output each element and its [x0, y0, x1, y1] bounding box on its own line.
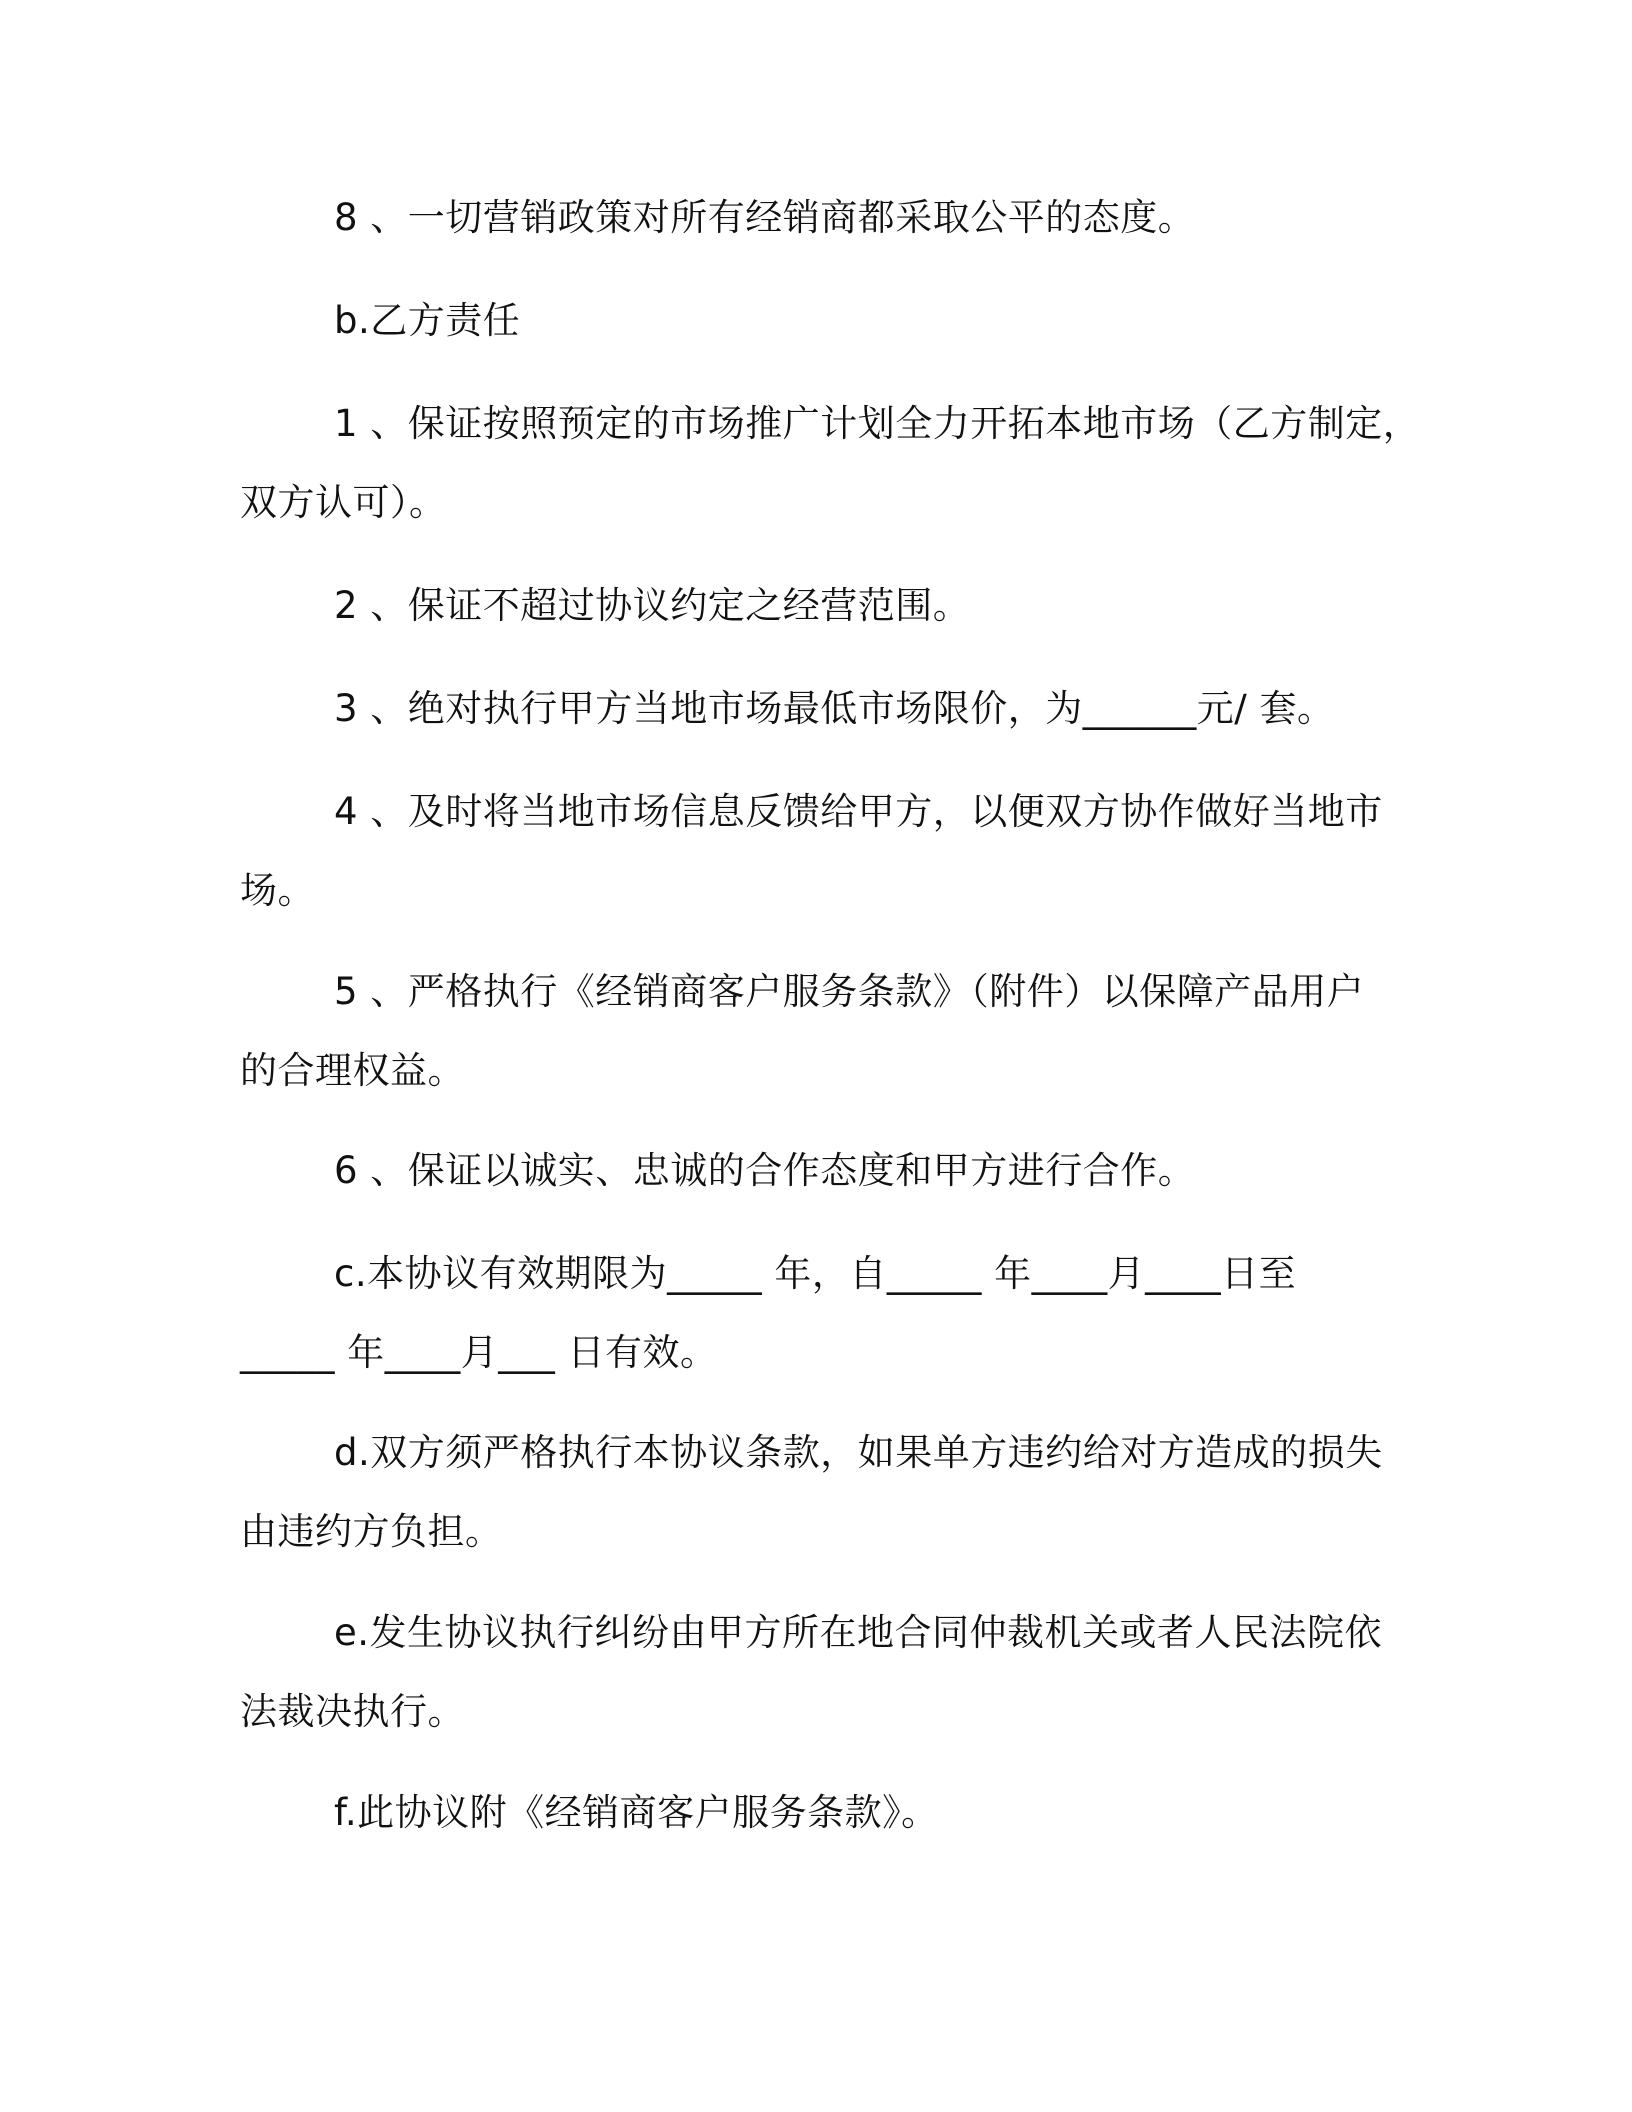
clause-c-line-2: _____ 年____月___ 日有效。 [240, 1331, 718, 1374]
clause-b3-line-1: 3 、绝对执行甲方当地市场最低市场限价，为______元/ 套。 [334, 687, 1335, 730]
clause-c-term [240, 1234, 1390, 1392]
clause-d-line-2: 由违约方负担。 [240, 1510, 503, 1553]
clause-e-line-1: e.发生协议执行纠纷由甲方所在地合同仲裁机关或者人民法院依 [334, 1611, 1383, 1654]
section-b-heading [240, 281, 1390, 360]
clause-b5-line-2: 的合理权益。 [240, 1049, 465, 1092]
clause-a8 [240, 178, 1390, 257]
clause-d-line-1: d.双方须严格执行本协议条款，如果单方违约给对方造成的损失 [334, 1431, 1383, 1474]
clause-b2 [240, 566, 1390, 645]
clause-b1 [240, 384, 1421, 542]
clause-b2-line-1: 2 、保证不超过协议约定之经营范围。 [334, 584, 971, 627]
clause-b6 [240, 1131, 1390, 1210]
clause-f-line-1: f.此协议附《经销商客户服务条款》。 [334, 1791, 939, 1834]
clause-e-line-2: 法裁决执行。 [240, 1690, 465, 1733]
clause-c-line-1: c.本协议有效期限为_____ 年，自_____ 年____月____日至 [334, 1252, 1297, 1295]
clause-b1-line-2: 双方认可）。 [240, 481, 447, 524]
clause-b3 [240, 669, 1390, 748]
clause-b1-line-1: 1 、保证按照预定的市场推广计划全力开拓本地市场（乙方制定， [334, 402, 1421, 445]
clause-a8-line-1: 8 、一切营销政策对所有经销商都采取公平的态度。 [334, 196, 1196, 239]
clause-b4 [240, 772, 1390, 930]
clause-b5 [240, 952, 1390, 1110]
clause-d-breach [240, 1413, 1390, 1571]
clause-b6-line-1: 6 、保证以诚实、忠诚的合作态度和甲方进行合作。 [334, 1149, 1196, 1192]
clause-b5-line-1: 5 、严格执行《经销商客户服务条款》（附件）以保障产品用户 [334, 970, 1365, 1013]
section-b-heading-text: b.乙方责任 [334, 299, 521, 342]
clause-f-attachment [240, 1773, 1390, 1852]
clause-b4-line-1: 4 、及时将当地市场信息反馈给甲方，以便双方协作做好当地市 [334, 790, 1383, 833]
clause-b4-line-2: 场。 [240, 869, 315, 912]
clause-e-dispute [240, 1593, 1390, 1751]
